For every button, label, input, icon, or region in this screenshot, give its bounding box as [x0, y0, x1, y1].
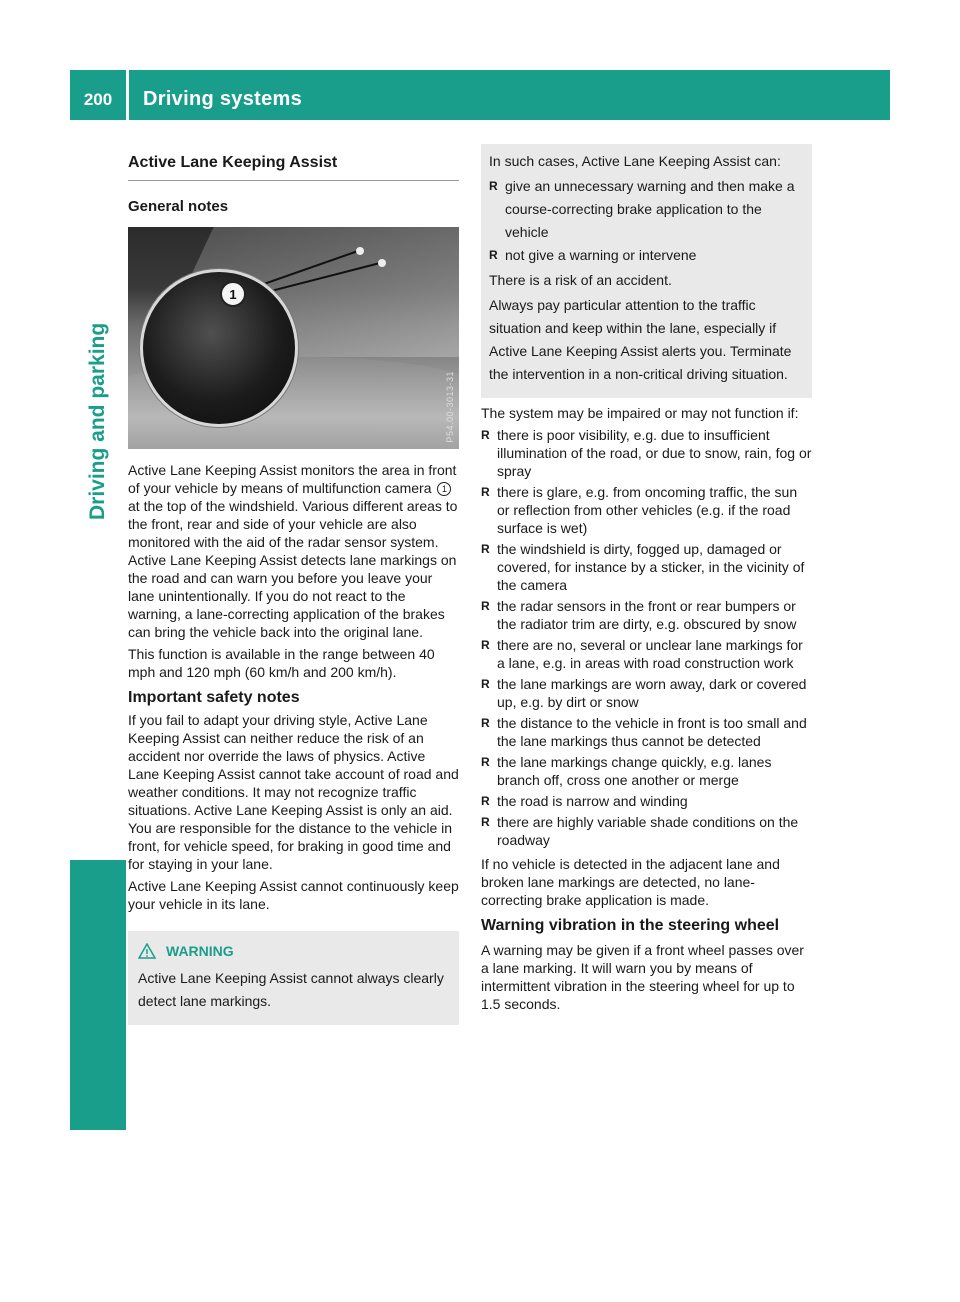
lane-paragraph: Active Lane Keeping Assist cannot continuously keep your vehicle in its lane. — [128, 878, 459, 912]
impaired-intro: The system may be impaired or may not function if: — [481, 405, 799, 421]
intro-text-a: Active Lane Keeping Assist monitors the area in front of your vehicle by means of multifunction camera — [128, 462, 457, 496]
list-item: R the distance to the vehicle in front is too small and the lane markings thus cannot be detected — [481, 714, 812, 750]
risk-text: There is a risk of an accident. — [489, 272, 672, 288]
no-vehicle-paragraph: If no vehicle is detected in the adjacent lane and broken lane markings are detected, no lane-correcting brake application is made. — [481, 856, 780, 908]
side-tab-label: Driving and parking — [86, 322, 109, 520]
figure-code: P54.00-3013-31 — [445, 371, 455, 443]
list-item: R there is poor visibility, e.g. due to insufficient illumination of the road, or due to snow, rain, fog or spray — [481, 426, 812, 480]
warning-text: Active Lane Keeping Assist cannot always clearly detect lane markings. — [138, 970, 444, 1009]
list-item: R there is glare, e.g. from oncoming traffic, the sun or reflection from other vehicles (e.g. if the road surface is wet) — [481, 483, 812, 537]
warning-continuation-box — [481, 144, 812, 398]
safety-paragraph: If you fail to adapt your driving style, Active Lane Keeping Assist can neither reduce the risk of an accident nor override the laws of physics. Active Lane Keeping Assist cannot take account of road and weather conditions. It may not recognize traffic situations. Active Lane Keeping Assist is only an aid. You are responsible for the distance to the vehicle in front, for vehicle speed, for braking in good time and for staying in your lane. — [128, 712, 459, 872]
callout-inline-1: 1 — [437, 482, 451, 496]
vibration-paragraph: A warning may be given if a front wheel passes over a lane marking. It will warn you by means of intermittent vibration in the steering wheel for up to 1.5 seconds. — [481, 942, 804, 1012]
left-column — [128, 150, 459, 1025]
vibration-title: Warning vibration in the steering wheel — [481, 917, 780, 934]
impaired-list — [481, 426, 812, 849]
list-item: R the radar sensors in the front or rear bumpers or the radiator trim are dirty, e.g. obscured by snow — [481, 597, 812, 633]
warning-triangle-icon — [138, 943, 156, 959]
header-divider — [126, 70, 129, 120]
intro-text-b: at the top of the windshield. Various different areas to the front, rear and side of your vehicle are also monitored with the aid of the radar sensor system. Active Lane Keeping Assist detects lane markings on the road and can warn you before you leave your lane unintentionally. If you do not react to the warning, a lane-correcting application of the brakes can bring the vehicle back into the original lane. — [128, 498, 458, 640]
warning-header — [138, 943, 449, 959]
page-number: 200 — [83, 90, 113, 109]
right-column — [481, 150, 812, 1017]
list-item: R not give a warning or intervene — [489, 244, 802, 267]
windshield-camera-figure — [128, 227, 459, 449]
side-tab-block — [70, 860, 126, 1130]
warning-box — [128, 931, 459, 1025]
magnifier-circle — [140, 269, 298, 427]
list-item: R the lane markings change quickly, e.g. lanes branch off, cross one another or merge — [481, 753, 812, 789]
list-item: R there are highly variable shade conditions on the roadway — [481, 813, 812, 849]
header-bar — [70, 70, 890, 120]
list-item: R the windshield is dirty, fogged up, damaged or covered, for instance by a sticker, in the vicinity of the camera — [481, 540, 812, 594]
safety-notes-title: Important safety notes — [128, 689, 300, 706]
callout-1: 1 — [220, 281, 246, 307]
speed-range-paragraph: This function is available in the range between 40 mph and 120 mph (60 km/h and 200 km/h). — [128, 646, 435, 680]
info-list — [489, 175, 802, 267]
general-notes-title: General notes — [128, 198, 229, 215]
list-item: R there are no, several or unclear lane markings for a lane, e.g. in areas with road construction work — [481, 636, 812, 672]
warning-title: WARNING — [166, 943, 234, 959]
list-item: R the lane markings are worn away, dark or covered up, e.g. by dirt or snow — [481, 675, 812, 711]
list-item: R the road is narrow and winding — [481, 792, 812, 810]
intro-paragraph — [128, 461, 459, 641]
list-item: R give an unnecessary warning and then make a course-correcting brake application to the vehicle — [489, 175, 802, 244]
section-title: Active Lane Keeping Assist — [128, 154, 459, 181]
info-intro: In such cases, Active Lane Keeping Assist can: — [489, 153, 781, 169]
advice-text: Always pay particular attention to the traffic situation and keep within the lane, especially if Active Lane Keeping Assist alerts you. Terminate the intervention in a non-critical driving situation. — [489, 297, 792, 382]
chapter-title: Driving systems — [143, 87, 303, 110]
